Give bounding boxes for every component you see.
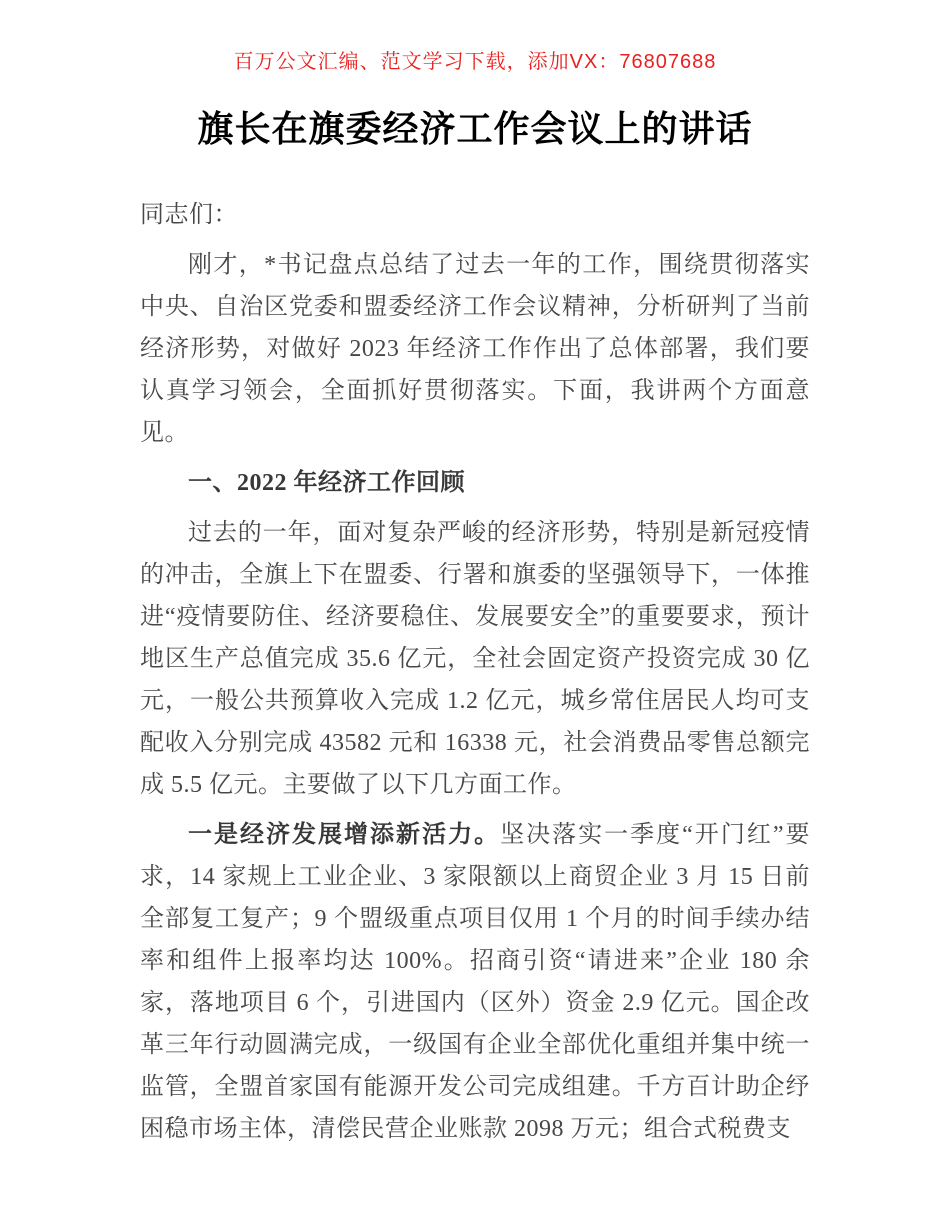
- paragraph-intro: 刚才，*书记盘点总结了过去一年的工作，围绕贯彻落实中央、自治区党委和盟委经济工作会议精神，分析研判了当前经济形势，对做好 2023 年经济工作作出了总体部署，我们要认真学习领会，全面抓好贯彻落实。下面，我讲两个方面意见。: [140, 252, 810, 446]
- paragraph-point-one: [140, 814, 810, 1150]
- paragraph-point-one-body: 坚决落实一季度“开门红”要求，14 家规上工业企业、3 家限额以上商贸企业 3 月 15 日前全部复工复产；9 个盟级重点项目仅用 1 个月的时间手续办结率和组件上报率均达 100%。招商引资“请进来”企业 180 余家，落地项目 6 个，引进国内（区外）资金 2.9 亿元。国企改革三年行动圆满完成，一级国有企业全部优化重组并集中统一监管，全盟首家国有能源开发公司完成组建。千方百计助企纾困稳市场主体，清偿民营企业账款 2098 万元；组合式税费支: [140, 822, 810, 1142]
- paragraph-point-one-lead: 一是经济发展增添新活力。: [188, 822, 501, 848]
- paragraph-salutation: 同志们：: [140, 202, 238, 228]
- document-body: [140, 194, 810, 1150]
- header-notice: 百万公文汇编、范文学习下载，添加VX：76807688: [233, 51, 717, 73]
- paragraph-2022-overview: 过去的一年，面对复杂严峻的经济形势，特别是新冠疫情的冲击，全旗上下在盟委、行署和旗委的坚强领导下，一体推进“疫情要防住、经济要稳住、发展要安全”的重要要求，预计地区生产总值完成 35.6 亿元，全社会固定资产投资完成 30 亿元，一般公共预算收入完成 1.2 亿元，城乡常住居民人均可支配收入分别完成 43582 元和 16338 元，社会消费品零售总额完成 5.5 亿元。主要做了以下几方面工作。: [140, 520, 810, 798]
- section-heading-2022-review: 一、2022 年经济工作回顾: [188, 470, 465, 496]
- document-title: 旗长在旗委经济工作会议上的讲话: [197, 109, 753, 149]
